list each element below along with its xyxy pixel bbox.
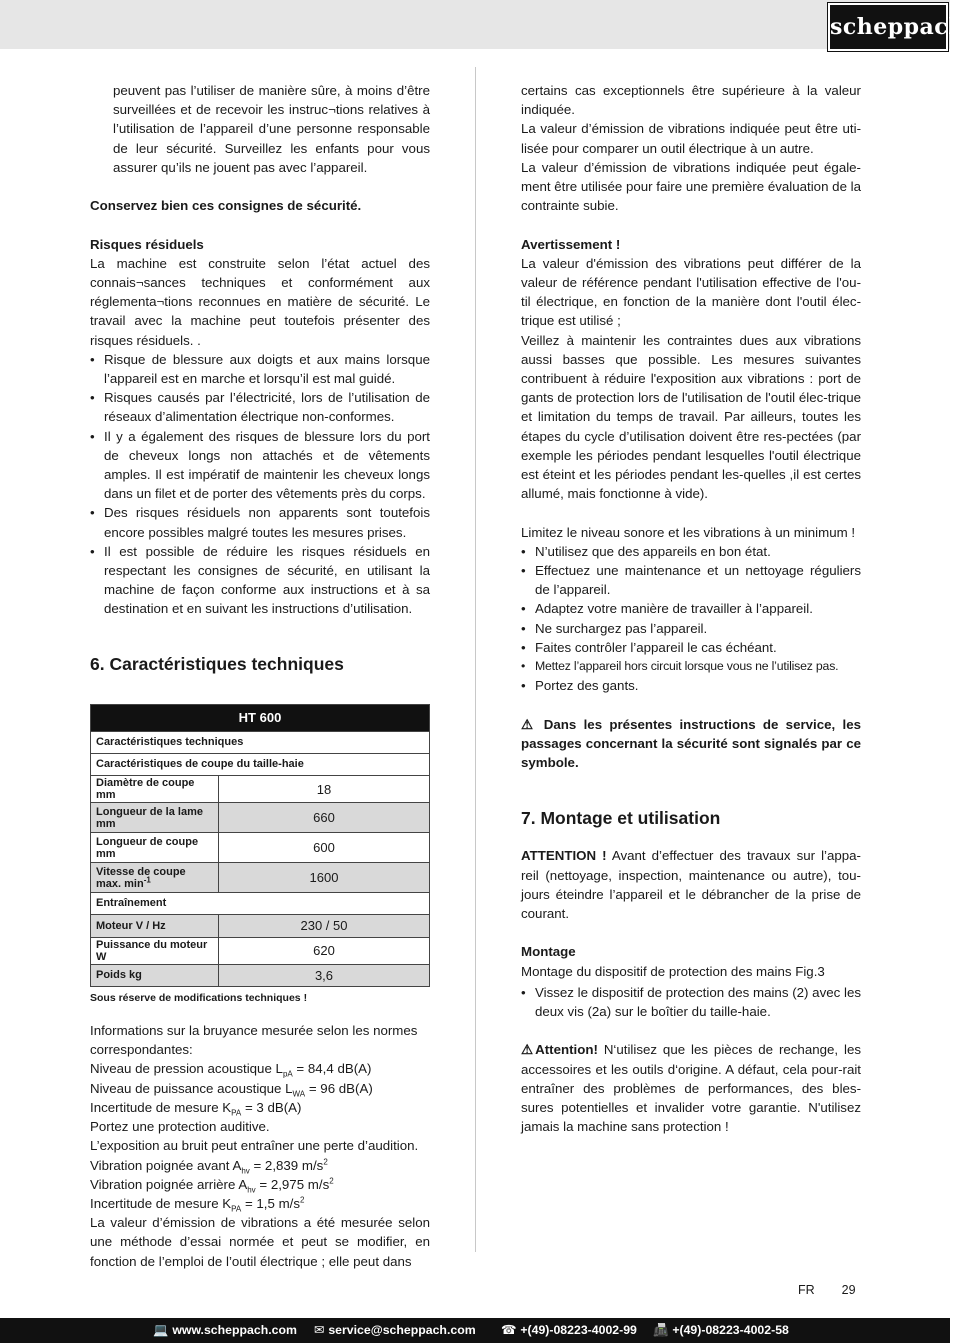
footer-fax: 📠 +(49)-08223-4002-58: [653, 1323, 789, 1337]
sound-pressure: Niveau de pression acoustique $L_{pA} = 84,4$ dB(A): [90, 1061, 372, 1080]
footer-bar: [0, 1318, 950, 1343]
brand-logo: scheppach: [828, 3, 948, 51]
spec-table: [90, 704, 430, 987]
spec-section: Caractéristiques de coupe du taille-haie: [91, 754, 430, 776]
residual-risks-text: La machine est construite selon l’état actuel des connais¬sances techniques et conformément aux réglementa¬tions reconnues en matière de sécurité. Le travail avec la machine peut toutefois présenter des risques résiduels. .: [90, 255, 430, 348]
phone-icon: ☎: [501, 1323, 517, 1337]
table-row: Puissance du moteur W 620: [91, 937, 430, 964]
table-row: Vitesse de coupe max. $\min^{-1}$ 1600: [91, 863, 430, 893]
list-item: • Effectuez une maintenance et un nettoyage réguliers de l’appareil.: [521, 561, 861, 599]
noise-exposure: L’exposition au bruit peut entraîner une perte d’audition.: [90, 1138, 419, 1154]
list-item: • Portez des gants.: [521, 676, 861, 695]
spec-model: HT 600: [91, 704, 430, 731]
hearing-protection: Portez une protection auditive.: [90, 1119, 270, 1135]
page-language: FR: [798, 1283, 815, 1297]
list-item: • Risque de blessure aux doigts et aux mains lorsque l’appareil est en marche et lorsqu’il est mal guidé.: [90, 350, 430, 388]
warning-triangle-icon: ⚠: [521, 716, 537, 732]
table-row: Longueur de coupe mm 600: [91, 833, 430, 863]
noise-intro: Informations sur la bruyance mesurée selon les normes correspondantes:: [90, 1023, 418, 1058]
vibration-rear: Vibration poignée arrière $A_{hv} = 2,975$ $m/s^2$: [90, 1176, 334, 1195]
spec-section: Entraînement: [91, 893, 430, 915]
attention-2-paragraph: ⚠Attention! N‘utilisez que les pièces de rechange, les accessoires et les outils d‘origine. A défaut, cela pour-rait entraîner des problèmes de performances, des bles-sures potentielles et invalider votre garantie. N'utilisez jamais la machine sans protection !: [521, 1042, 862, 1135]
sound-uncertainty: Incertitude de mesure $K_{PA} = 3$ dB(A): [90, 1099, 302, 1118]
vibration-front: Vibration poignée avant $A_{hv} = 2,839$ $m/s^2$: [90, 1157, 328, 1176]
safety-symbol-note: ⚠ Dans les présentes instructions de service, les passages concernant la sécurité sont signalés par ce symbole.: [521, 716, 861, 771]
table-note: Sous réserve de modifications techniques !: [90, 991, 308, 1004]
list-item: • Faites contrôler l’appareil le cas échéant.: [521, 638, 861, 657]
attention-paragraph: ATTENTION ! Avant d’effectuer des travaux sur l’appa-reil (nettoyage, inspection, maintenance ou autre), tou-jours éteindre l’appareil et le débrancher de la prise de courant.: [521, 848, 861, 922]
montage-title: Montage: [521, 944, 576, 960]
residual-risks-title: Risques résiduels: [90, 236, 204, 252]
section-7-heading: 7. Montage et utilisation: [521, 808, 721, 829]
sound-power: Niveau de puissance acoustique $L_{WA} = 96$ dB(A): [90, 1080, 373, 1099]
table-row: Diamètre de coupe mm 18: [91, 776, 430, 803]
warning-paragraph-1: La valeur d'émission des vibrations peut différer de la valeur de référence pendant l'utilisation effective de l'ou-til électrique, en fonction de la manière dont l'outil élec-trique est utilisé ;: [521, 255, 861, 329]
table-row: Poids kg 3,6: [91, 964, 430, 986]
list-item: • Des risques résiduels non apparents sont toutefois encore possibles malgré toutes les mesures prises.: [90, 503, 430, 541]
keep-instructions: Conservez bien ces consignes de sécurité.: [90, 198, 362, 214]
list-item: • Ne surchargez pas l’appareil.: [521, 619, 861, 638]
list-item: • Vissez le dispositif de protection des mains (2) avec les deux vis (2a) sur le boîtier du taille-haie.: [521, 983, 861, 1021]
mail-icon: ✉: [314, 1323, 325, 1337]
section-6-heading: 6. Caractéristiques techniques: [90, 653, 344, 674]
list-item: • Il est possible de réduire les risques résiduels en respectant les consignes de sécurité, en utilisant la machine de façon conforme aux instructions et à sa destination et en suivant les instructions d’utilisation.: [90, 542, 430, 619]
limit-list: [521, 542, 861, 696]
montage-list: [521, 983, 861, 1021]
warning-triangle-icon: ⚠: [521, 1042, 536, 1058]
page-number-value: 29: [841, 1283, 856, 1297]
vibration-evaluation: La valeur d’émission de vibrations indiquée peut égale-ment être utilisée pour faire une première évaluation de la contrainte subie.: [521, 159, 862, 214]
vibration-compare: La valeur d’émission de vibrations indiquée peut être uti-lisée pour comparer un outil électrique à un autre.: [521, 121, 861, 156]
residual-risks-list: [90, 350, 430, 619]
intro-paragraph: peuvent pas l’utiliser de manière sûre, à moins d’être surveillées et de recevoir les instruc¬tions relatives à l’utilisation de l’appareil d’une personne responsable de leur sécurité. Surveillez les enfants pour vous assurer qu’ils ne jouent pas avec l’appareil.: [113, 83, 430, 175]
header-bar: [0, 0, 965, 49]
list-item: • Il y a également des risques de blessure lors du port de cheveux longs non attachés et de vêtements amples. Il est impératif de maintenir les cheveux longs dans un filet et de porter des vêtements près du corps.: [90, 427, 430, 504]
warning-paragraph-2: Veillez à maintenir les contraintes dues aux vibrations aussi basses que possible. Les mesures suivantes contribuent à réduire l'exposition aux vibrations : port de gants de protection lors de l'utilisation de l'outil élec-trique et limitation du temps de travail. Par ailleurs, toutes les étapes du cycle d’utilisation doivent être res-pectées (par exemple les périodes pendant lesquelles l'outil électrique est éteint et les périodes pendant les-quelles ,il est certes allumé, mais fonctionne à vide).: [521, 332, 861, 502]
list-item: • Mettez l’appareil hors circuit lorsque vous ne l’utilisez pas.: [521, 657, 861, 676]
footer-web[interactable]: 💻 www.scheppach.com: [153, 1323, 297, 1337]
vibration-uncertainty: Incertitude de mesure $K_{PA} = 1,5$ $m/s^2$: [90, 1195, 305, 1214]
vibration-text: La valeur d’émission de vibrations a été mesurée selon une méthode d’essai normée et peut se modifier, en fonction de l’emploi de l’outil électrique ; elle peut dans: [90, 1215, 430, 1269]
column-divider: [475, 67, 476, 1252]
footer-email[interactable]: ✉ service@scheppach.com: [314, 1323, 476, 1337]
computer-icon: 💻: [153, 1323, 169, 1337]
list-item: • Adaptez votre manière de travailler à l’appareil.: [521, 599, 861, 618]
montage-text: Montage du dispositif de protection des mains Fig.3: [521, 963, 825, 979]
list-item: • N’utilisez que des appareils en bon état.: [521, 542, 861, 561]
table-row: Moteur V / Hz 230 / 50: [91, 915, 430, 937]
spec-section: Caractéristiques techniques: [91, 731, 430, 753]
fax-icon: 📠: [653, 1323, 669, 1337]
continued-paragraph: certains cas exceptionnels être supérieure à la valeur indiquée.: [521, 83, 861, 118]
limit-heading: Limitez le niveau sonore et les vibrations à un minimum !: [521, 524, 856, 540]
table-row: Longueur de la lame mm 660: [91, 803, 430, 833]
list-item: • Risques causés par l’électricité, lors de l’utilisation de réseaux d’alimentation électrique non-conformes.: [90, 388, 430, 426]
right-column: [521, 81, 861, 1136]
page-number: [798, 1283, 856, 1297]
left-column: [90, 81, 430, 1271]
footer-phone[interactable]: ☎ +(49)-08223-4002-99: [501, 1323, 637, 1337]
warning-title: Avertissement !: [521, 236, 621, 252]
